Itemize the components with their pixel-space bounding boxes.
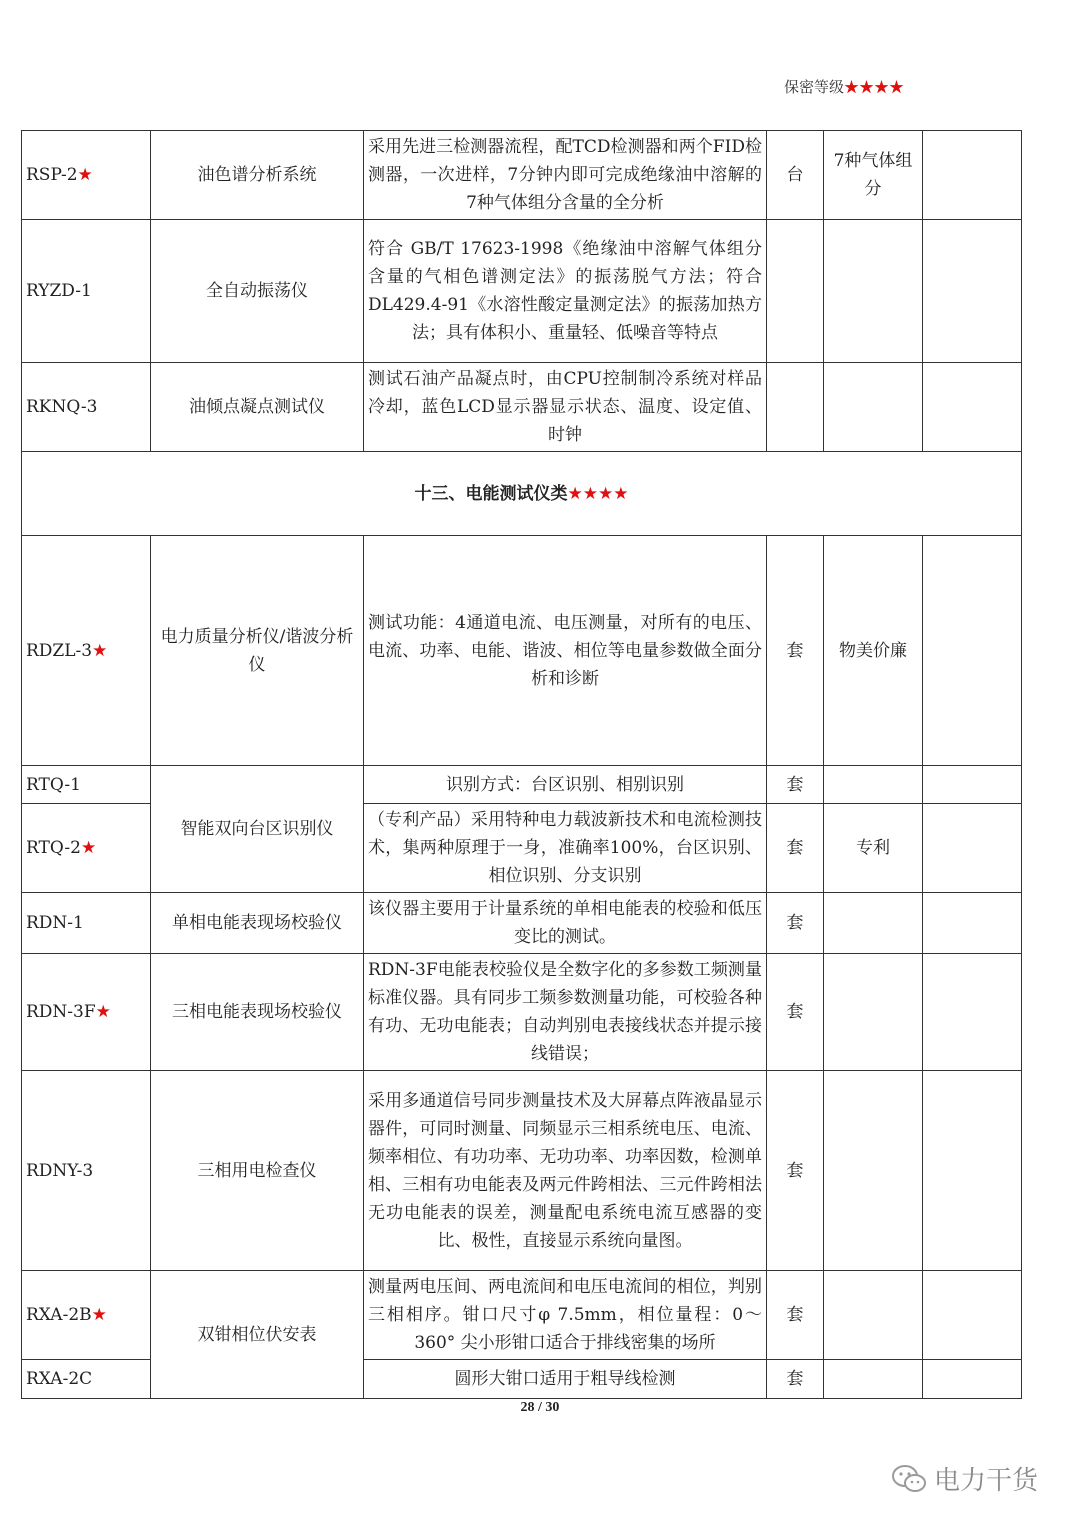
table-row — [22, 536, 1022, 766]
security-level-label: 保密等级 — [783, 78, 844, 96]
watermark — [890, 1460, 1038, 1497]
table-row — [22, 954, 1022, 1071]
remark-cell: 7种气体组分 — [824, 131, 923, 220]
unit-cell — [767, 220, 824, 363]
star-icon: ★ — [92, 640, 108, 661]
remark-cell — [824, 1360, 923, 1399]
remark-cell — [824, 363, 923, 452]
section-title-text: 十三、电能测试仪类 — [414, 483, 568, 504]
remark-cell: 物美价廉 — [824, 536, 923, 766]
unit-cell: 套 — [767, 1360, 824, 1399]
table-row — [22, 766, 1022, 804]
empty-cell — [923, 1271, 1022, 1360]
product-description: 测量两电压间、两电流间和电压电流间的相位，判别三相相序。钳口尺寸φ 7.5mm，相位量程：0～360° 尖小形钳口适合于排线密集的场所 — [364, 1271, 767, 1360]
unit-cell: 台 — [767, 131, 824, 220]
table-row — [22, 893, 1022, 954]
product-name: 三相电能表现场校验仪 — [151, 954, 364, 1071]
section-title — [22, 452, 1022, 536]
product-description: 采用先进三检测器流程，配TCD检测器和两个FID检测器，一次进样，7分钟内即可完成绝缘油中溶解的7种气体组分含量的全分析 — [364, 131, 767, 220]
empty-cell — [923, 1360, 1022, 1399]
product-name: 全自动振荡仪 — [151, 220, 364, 363]
empty-cell — [923, 766, 1022, 804]
section-stars: ★★★★ — [567, 483, 629, 504]
unit-cell — [767, 363, 824, 452]
product-name: 双钳相位伏安表 — [151, 1271, 364, 1399]
remark-cell — [824, 893, 923, 954]
model-cell: RTQ-1 — [22, 766, 151, 804]
unit-cell: 套 — [767, 804, 824, 893]
model-cell: RXA-2C — [22, 1360, 151, 1399]
unit-cell: 套 — [767, 893, 824, 954]
remark-cell — [824, 1271, 923, 1360]
unit-cell: 套 — [767, 766, 824, 804]
product-name: 单相电能表现场校验仪 — [151, 893, 364, 954]
model-cell: RYZD-1 — [22, 220, 151, 363]
model-cell: RDN-3F★ — [22, 954, 151, 1071]
empty-cell — [923, 220, 1022, 363]
unit-cell: 套 — [767, 1271, 824, 1360]
unit-cell: 套 — [767, 536, 824, 766]
table-row — [22, 1071, 1022, 1271]
product-description: 测试石油产品凝点时，由CPU控制制冷系统对样品冷却，蓝色LCD显示器显示状态、温度、设定值、时钟 — [364, 363, 767, 452]
page-number: 28 / 30 — [520, 1400, 560, 1415]
table-row — [22, 131, 1022, 220]
product-description: 该仪器主要用于计量系统的单相电能表的校验和低压变比的测试。 — [364, 893, 767, 954]
model-cell: RDZL-3★ — [22, 536, 151, 766]
product-description: 识别方式：台区识别、相别识别 — [364, 766, 767, 804]
product-name: 智能双向台区识别仪 — [151, 766, 364, 893]
table-row — [22, 363, 1022, 452]
wechat-icon — [890, 1463, 928, 1495]
product-description: 采用多通道信号同步测量技术及大屏幕点阵液晶显示器件，可同时测量、同频显示三相系统电压、电流、频率相位、有功功率、无功功率、功率因数，检测单相、三相有功电能表及两元件跨相法、三元件跨相法无功电能表的误差，测量配电系统电流互感器的变比、极性，直接显示系统向量图。 — [364, 1071, 767, 1271]
product-name: 油倾点凝点测试仪 — [151, 363, 364, 452]
section-row — [22, 452, 1022, 536]
security-level — [784, 76, 904, 97]
empty-cell — [923, 536, 1022, 766]
remark-cell — [824, 954, 923, 1071]
product-table — [21, 130, 1022, 1399]
table-row — [22, 220, 1022, 363]
model-cell: RDNY-3 — [22, 1071, 151, 1271]
product-name: 油色谱分析系统 — [151, 131, 364, 220]
model-cell: RSP-2★ — [22, 131, 151, 220]
product-description: RDN-3F电能表校验仪是全数字化的多参数工频测量标准仪器。具有同步工频参数测量功能，可校验各种有功、无功电能表；自动判别电表接线状态并提示接线错误； — [364, 954, 767, 1071]
product-name: 电力质量分析仪/谐波分析仪 — [151, 536, 364, 766]
empty-cell — [923, 131, 1022, 220]
model-cell: RTQ-2★ — [22, 804, 151, 893]
unit-cell: 套 — [767, 1071, 824, 1271]
star-icon: ★ — [95, 1002, 111, 1022]
model-cell: RKNQ-3 — [22, 363, 151, 452]
table-row — [22, 1271, 1022, 1360]
empty-cell — [923, 893, 1022, 954]
product-description: 测试功能：4通道电流、电压测量，对所有的电压、电流、功率、电能、谐波、相位等电量参数做全面分析和诊断 — [364, 536, 767, 766]
star-icon: ★ — [77, 165, 93, 185]
product-description: 符合 GB/T 17623-1998《绝缘油中溶解气体组分含量的气相色谱测定法》的振荡脱气方法；符合DL429.4-91《水溶性酸定量测定法》的振荡加热方法；具有体积小、重量轻、低噪音等特点 — [364, 220, 767, 363]
empty-cell — [923, 954, 1022, 1071]
watermark-text: 电力干货 — [934, 1466, 1039, 1496]
remark-cell — [824, 766, 923, 804]
remark-cell — [824, 220, 923, 363]
security-level-stars: ★★★★ — [843, 78, 904, 96]
empty-cell — [923, 1071, 1022, 1271]
product-name: 三相用电检查仪 — [151, 1071, 364, 1271]
star-icon: ★ — [91, 1305, 107, 1325]
product-description: 圆形大钳口适用于粗导线检测 — [364, 1360, 767, 1399]
model-cell: RXA-2B★ — [22, 1271, 151, 1360]
model-cell: RDN-1 — [22, 893, 151, 954]
empty-cell — [923, 804, 1022, 893]
star-icon: ★ — [80, 838, 97, 858]
empty-cell — [923, 363, 1022, 452]
product-description: （专利产品）采用特种电力载波新技术和电流检测技术，集两种原理于一身，准确率100%，台区识别、相位识别、分支识别 — [364, 804, 767, 893]
unit-cell: 套 — [767, 954, 824, 1071]
remark-cell — [824, 1071, 923, 1271]
remark-cell: 专利 — [824, 804, 923, 893]
